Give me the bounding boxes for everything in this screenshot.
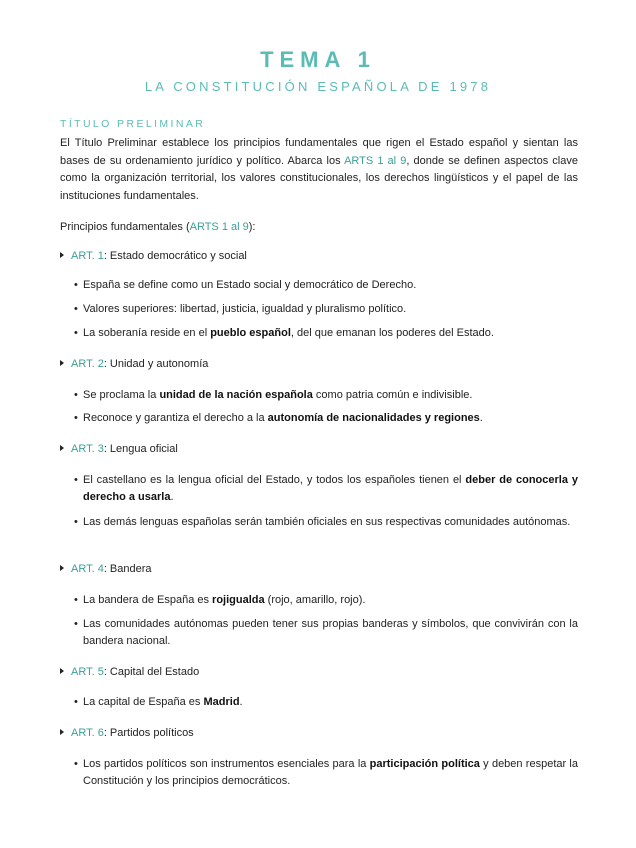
list-item: • Se proclama la unidad de la nación española como patria común e indivisible. xyxy=(74,387,578,404)
article-ref: ART. 5 xyxy=(71,666,104,678)
article-ref: ART. 6 xyxy=(71,727,104,739)
article-title: : Capital del Estado xyxy=(103,666,200,678)
list-item: • La bandera de España es rojigualda (rojo, amarillo, rojo). xyxy=(74,592,578,609)
intro-paragraph xyxy=(60,135,578,205)
list-item: • Valores superiores: libertad, justicia, igualdad y pluralismo político. xyxy=(74,301,578,318)
intro-article-ref: ARTS 1 al 9 xyxy=(344,154,407,167)
article-ref: ART. 3 xyxy=(71,443,104,455)
article-heading xyxy=(60,664,199,681)
article-heading xyxy=(60,248,247,265)
article-ref: ART. 4 xyxy=(71,563,104,575)
principles-article-ref: ARTS 1 al 9 xyxy=(189,221,249,233)
principles-text-b: ): xyxy=(248,221,256,233)
article-heading xyxy=(60,356,208,373)
article-title: : Partidos políticos xyxy=(103,727,194,739)
intro-text-a: El Título Preliminar establece los principios fundamentales que rigen el Estado español y sientan las bases de su ordenamiento jurídico y político. Abarca los xyxy=(60,137,578,167)
list-item: • Las comunidades autónomas pueden tener sus propias banderas y símbolos, que convivirán con la bandera nacional. xyxy=(74,616,578,650)
article-title: : Unidad y autonomía xyxy=(103,358,209,370)
article-heading xyxy=(60,441,178,458)
article-title: : Bandera xyxy=(103,563,152,575)
principles-line xyxy=(60,219,255,236)
principles-text-a: Principios fundamentales ( xyxy=(60,221,190,233)
article-title: : Lengua oficial xyxy=(103,443,178,455)
article-heading xyxy=(60,561,152,578)
article-heading xyxy=(60,725,194,742)
caret-right-icon xyxy=(60,729,64,735)
list-item: • España se define como un Estado social y democrático de Derecho. xyxy=(74,277,578,294)
caret-right-icon xyxy=(60,252,64,258)
list-item: • Los partidos políticos son instrumentos esenciales para la participación política y deben respetar la Constitución y los principios democráticos. xyxy=(74,756,578,790)
page-subtitle: LA CONSTITUCIÓN ESPAÑOLA DE 1978 xyxy=(144,79,492,94)
page-title: TEMA 1 xyxy=(260,47,376,72)
article-ref: ART. 2 xyxy=(71,358,104,370)
caret-right-icon xyxy=(60,360,64,366)
caret-right-icon xyxy=(60,445,64,451)
list-item: • Reconoce y garantiza el derecho a la autonomía de nacionalidades y regiones. xyxy=(74,410,578,427)
intro-text-b: , donde se definen aspectos clave como la organización territorial, los valores constitucionales, los derechos lingüísticos y el papel de las instituciones fundamentales. xyxy=(60,154,578,202)
list-item: • Las demás lenguas españolas serán también oficiales en sus respectivas comunidades autónomas. xyxy=(74,514,578,531)
section-heading: TÍTULO PRELIMINAR xyxy=(60,118,206,130)
list-item: • La soberanía reside en el pueblo español, del que emanan los poderes del Estado. xyxy=(74,325,578,342)
caret-right-icon xyxy=(60,668,64,674)
list-item: • El castellano es la lengua oficial del Estado, y todos los españoles tienen el deber de conocerla y derecho a usarla. xyxy=(74,472,578,506)
caret-right-icon xyxy=(60,565,64,571)
article-title: : Estado democrático y social xyxy=(103,250,247,262)
list-item: • La capital de España es Madrid. xyxy=(74,694,578,711)
article-ref: ART. 1 xyxy=(71,250,104,262)
